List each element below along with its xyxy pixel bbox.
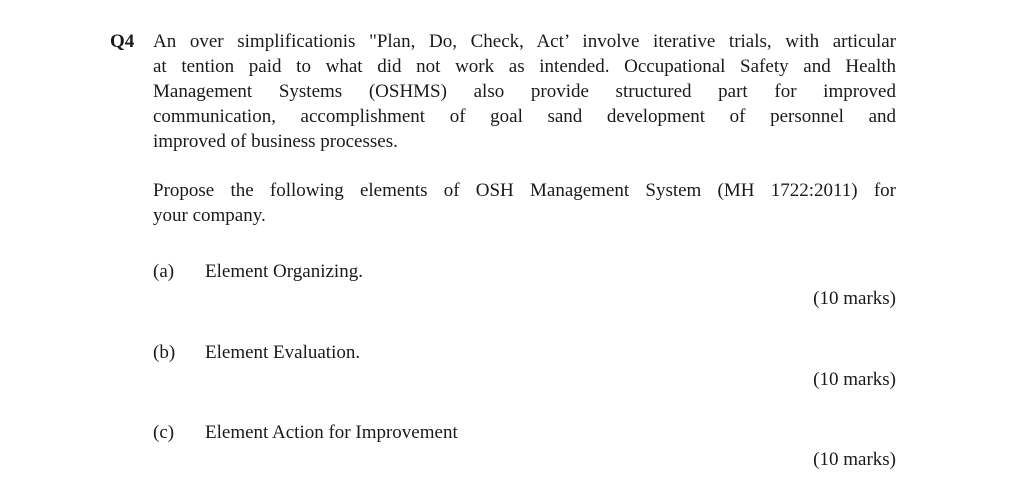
intro-line: improved of business processes. [153,131,398,152]
item-b-label: (b) [153,342,176,363]
question-prompt [153,178,896,228]
item-c-marks: (10 marks) [813,449,896,470]
item-a-text: Element Organizing. [205,261,363,282]
question-number: Q4 [110,31,135,52]
item-c-label: (c) [153,422,175,443]
intro-line: Management Systems (OSHMS) also provide structured part for improved [153,81,896,102]
item-a-label: (a) [153,261,175,282]
intro-line: An over simplificationis "Plan, Do, Check, Act’ involve iterative trials, with articular [153,31,896,52]
item-a-marks: (10 marks) [813,288,896,309]
item-b-marks: (10 marks) [813,369,896,390]
prompt-line: Propose the following elements of OSH Management System (MH 1722:2011) for [153,180,896,201]
question-intro [153,29,896,154]
item-b-text: Element Evaluation. [205,342,361,363]
intro-line: at tention paid to what did not work as intended. Occupational Safety and Health [153,56,896,77]
item-c-text: Element Action for Improvement [205,422,458,443]
prompt-line: your company. [153,205,266,226]
intro-line: communication, accomplishment of goal sand development of personnel and [153,106,896,127]
